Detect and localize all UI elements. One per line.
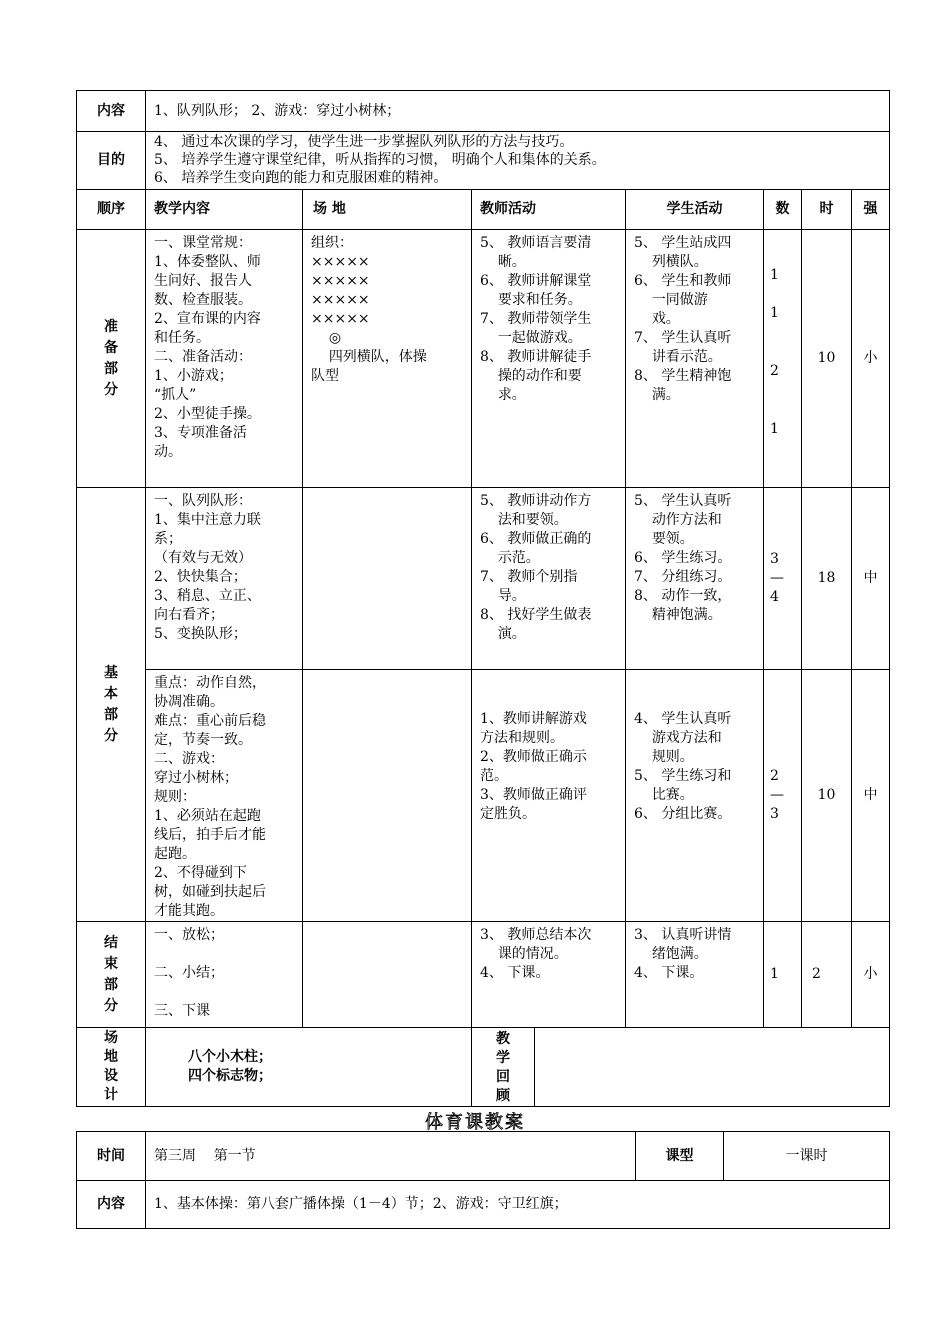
lesson-plan-table-2	[76, 1131, 890, 1229]
end-count: 1	[764, 922, 802, 1028]
time-label: 时间	[77, 1132, 146, 1181]
prep-teacher-activity: 5、 教师语言要清 晰。 6、 教师讲解课堂 要求和任务。 7、 教师带领学生 一起做游戏。 8、 教师讲解徒手 操的动作和要 求。	[472, 230, 626, 488]
venue-design-items: 八个小木柱； 四个标志物；	[146, 1028, 472, 1107]
end-venue	[303, 922, 472, 1028]
header-venue: 场 地	[303, 190, 472, 230]
page-title: 体育课教案	[425, 1112, 525, 1133]
goal-item: 6、 培养学生变向跑的能力和克服困难的精神。	[154, 170, 448, 186]
goal-label: 目的	[77, 132, 146, 190]
header-student-activity: 学生活动	[626, 190, 764, 230]
prep-count: 1 1 2 1	[764, 230, 802, 488]
header-time: 时	[802, 190, 852, 230]
basic-student-activity-2: 4、 学生认真听 游戏方法和 规则。 5、 学生练习和 比赛。 6、 分组比赛。	[626, 670, 764, 922]
section-end-label: 结束部分	[77, 922, 146, 1028]
basic-count-1: 3 — 4	[764, 488, 802, 670]
section-basic-label: 基本部分	[77, 488, 146, 922]
end-content: 一、放松； 二、小结； 三、下课	[146, 922, 303, 1028]
content-label-2: 内容	[77, 1181, 146, 1229]
basic-teacher-activity-1: 5、 教师讲动作方 法和要领。 6、 教师做正确的 示范。 7、 教师个别指 导。 8、 找好学生做表 演。	[472, 488, 626, 670]
basic-content-1: 一、队列队形： 1、集中注意力联 系； （有效与无效） 2、快快集合； 3、稍息、立正、 向右看齐； 5、变换队形；	[146, 488, 303, 670]
basic-count-2: 2 — 3	[764, 670, 802, 922]
prep-content: 一、课堂常规： 1、体委整队、师 生问好、报告人 数、检查服装。 2、宣布课的内容 和任务。 二、准备活动： 1、小游戏； “抓人” 2、小型徒手操。 3、专项准备活 动。	[146, 230, 303, 488]
goal-item: 5、 培养学生遵守课堂纪律，听从指挥的习惯， 明确个人和集体的关系。	[154, 152, 606, 168]
header-teach-content: 教学内容	[146, 190, 303, 230]
lesson-plan-table-1	[76, 90, 890, 1107]
basic-venue-1	[303, 488, 472, 670]
teaching-review-label: 教学回顾	[472, 1028, 535, 1106]
prep-student-activity: 5、 学生站成四 列横队。 6、 学生和教师 一同做游 戏。 7、 学生认真听 讲看示范。 8、 学生精神饱 满。	[626, 230, 764, 488]
content-value-2: 1、基本体操：第八套广播体操（1－4）节；2、游戏：守卫红旗；	[146, 1181, 890, 1229]
lesson-type-value: 一课时	[724, 1132, 890, 1181]
venue-design-label: 场地设计	[77, 1028, 146, 1107]
header-intensity: 强	[852, 190, 890, 230]
prep-time: 10	[802, 230, 852, 488]
lesson-type-label: 课型	[636, 1132, 724, 1181]
section-prep-label: 准备部分	[77, 230, 146, 488]
basic-intensity-2: 中	[852, 670, 890, 922]
basic-time-1: 18	[802, 488, 852, 670]
basic-teacher-activity-2: 1、教师讲解游戏 方法和规则。 2、教师做正确示 范。 3、教师做正确评 定胜负。	[472, 670, 626, 922]
teaching-review-body	[535, 1028, 889, 1106]
basic-intensity-1: 中	[852, 488, 890, 670]
content-value: 1、队列队形； 2、游戏：穿过小树林；	[146, 91, 890, 132]
header-order: 顺序	[77, 190, 146, 230]
end-time: 2	[802, 922, 852, 1028]
goal-list	[146, 132, 890, 190]
end-teacher-activity: 3、 教师总结本次 课的情况。 4、 下课。	[472, 922, 626, 1028]
teaching-review	[472, 1028, 890, 1107]
prep-intensity: 小	[852, 230, 890, 488]
basic-time-2: 10	[802, 670, 852, 922]
header-count: 数	[764, 190, 802, 230]
end-intensity: 小	[852, 922, 890, 1028]
basic-student-activity-1: 5、 学生认真听 动作方法和 要领。 6、 学生练习。 7、 分组练习。 8、 动作一致， 精神饱满。	[626, 488, 764, 670]
content-label: 内容	[77, 91, 146, 132]
time-value: 第三周 第一节	[146, 1132, 636, 1181]
basic-venue-2	[303, 670, 472, 922]
basic-content-2: 重点：动作自然， 协凋准确。 难点：重心前后稳 定，节奏一致。 二、游戏： 穿过小树林； 规则： 1、必须站在起跑 线后，拍手后才能 起跑。 2、不得碰到下 树，如碰到扶起后 才能其跑。	[146, 670, 303, 922]
end-student-activity: 3、 认真听讲情 绪饱满。 4、 下课。	[626, 922, 764, 1028]
prep-venue-formation: 组织： ××××× ××××× ××××× ××××× ◎ 四列横队，体操 队型	[303, 230, 472, 488]
goal-item: 4、 通过本次课的学习，使学生进一步掌握队列队形的方法与技巧。	[154, 134, 574, 150]
header-teacher-activity: 教师活动	[472, 190, 626, 230]
